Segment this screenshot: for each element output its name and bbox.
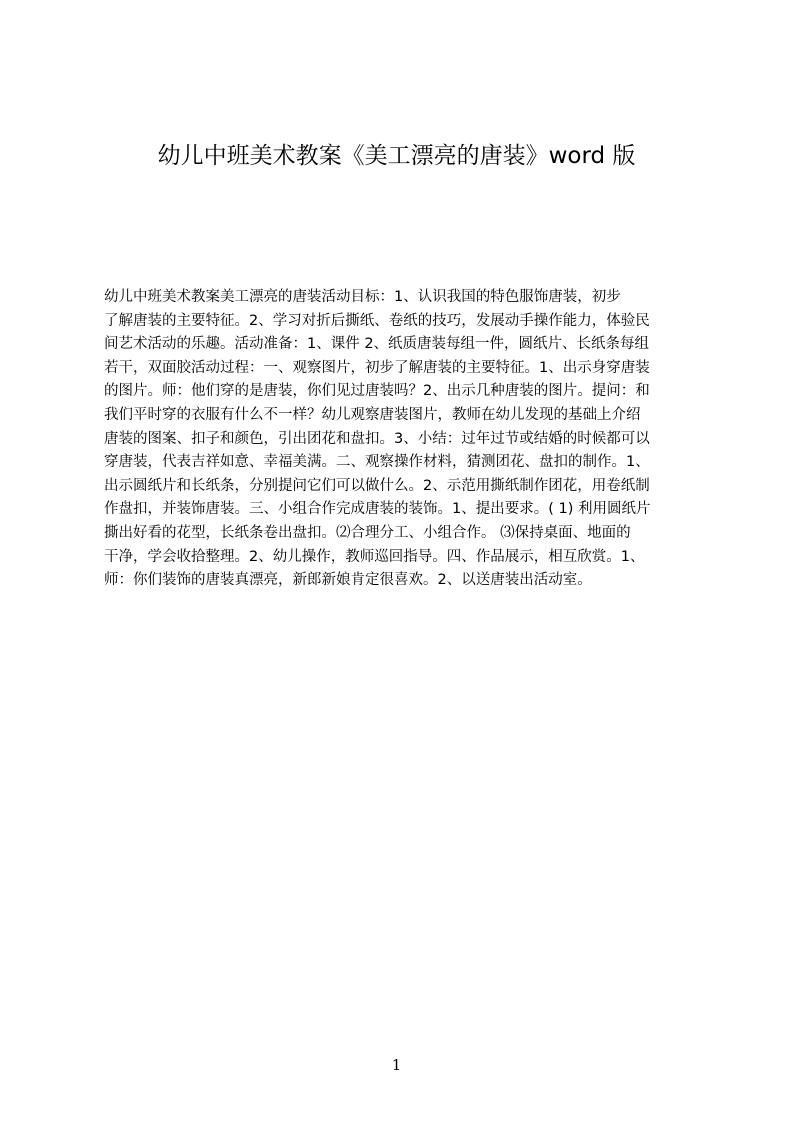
body-line: 干净，学会收拾整理。2、幼儿操作，教师巡回指导。四、作品展示，相互欣赏。1、 [104, 548, 645, 565]
body-line: 穿唐装，代表吉祥如意、幸福美满。二、观察操作材料，猜测团花、盘扣的制作。1、 [104, 454, 650, 471]
body-line: 作盘扣，并装饰唐装。三、小组合作完成唐装的装饰。1、提出要求。( 1) 利用圆纸片 [104, 501, 651, 518]
page-number: 1 [391, 1056, 402, 1074]
body-line: 幼儿中班美术教案美工漂亮的唐装活动目标：1、认识我国的特色服饰唐装，初步 [104, 289, 621, 305]
body-line: 师：你们装饰的唐装真漂亮，新郎新娘肯定很喜欢。2、以送唐装出活动室。 [104, 572, 592, 589]
body-line: 唐装的图案、扣子和颜色，引出团花和盘扣。3、小结：过年过节或结婚的时候都可以 [104, 430, 650, 447]
body-line: 出示圆纸片和长纸条，分别提问它们可以做什么。2、示范用撕纸制作团花，用卷纸制 [104, 477, 650, 494]
body-line: 我们平时穿的衣服有什么不一样？幼儿观察唐装图片，教师在幼儿发现的基础上介绍 [104, 406, 641, 423]
body-paragraph [104, 286, 707, 593]
document-title: 幼儿中班美术教案《美工漂亮的唐装》word 版 [157, 143, 636, 169]
body-line: 撕出好看的花型，长纸条卷出盘扣。⑵合理分工、小组合作。 ⑶保持桌面、地面的 [104, 524, 631, 541]
body-line: 了解唐装的主要特征。2、学习对折后撕纸、卷纸的技巧，发展动手操作能力，体验民 [104, 312, 650, 329]
body-line: 的图片。师：他们穿的是唐装，你们见过唐装吗？2、出示几种唐装的图片。提问：和 [104, 383, 650, 400]
body-line: 若干，双面胶活动过程：一、观察图片，初步了解唐装的主要特征。1、出示身穿唐装 [104, 359, 650, 376]
body-line: 间艺术活动的乐趣。活动准备：1、课件 2、纸质唐装每组一件，圆纸片、长纸条每组 [104, 336, 650, 353]
